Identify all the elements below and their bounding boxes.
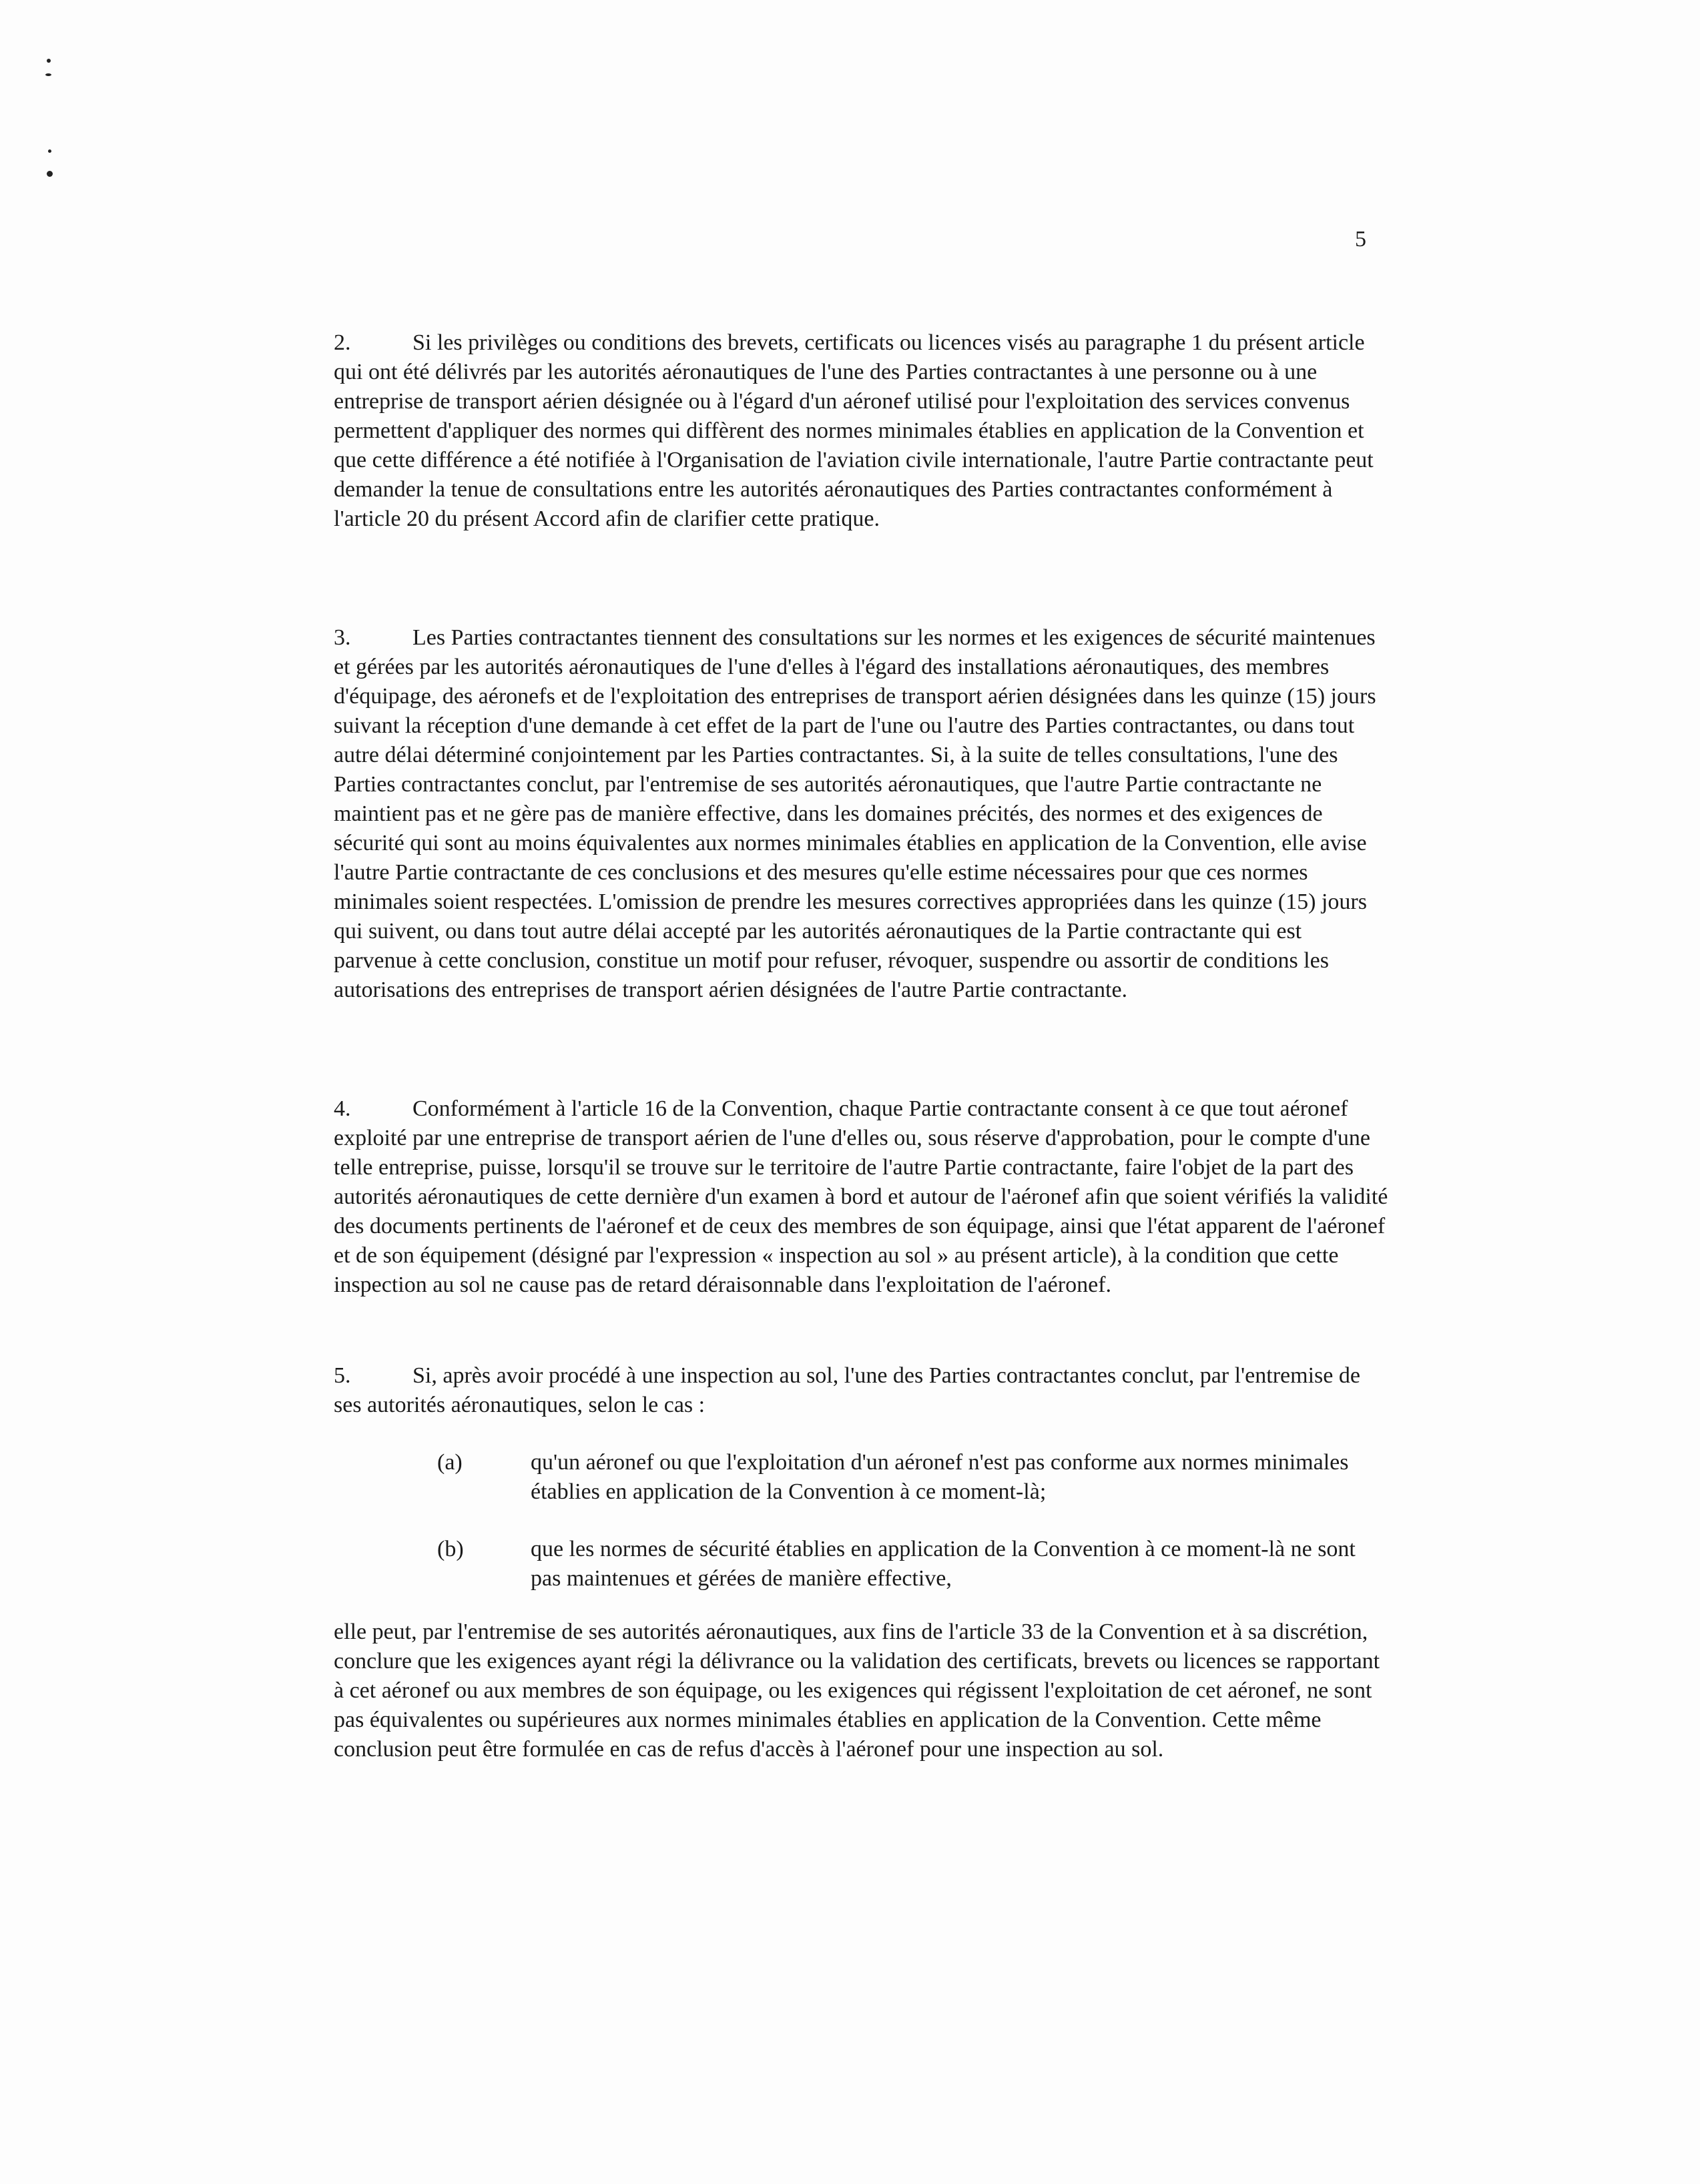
list-item-label: (b)	[437, 1537, 464, 1561]
list-item-text: qu'un aéronef ou que l'exploitation d'un aéronef n'est pas conforme aux normes minimales établies en application de la Convention à ce moment-là;	[531, 1450, 1349, 1504]
paragraph-text: Si, après avoir procédé à une inspection au sol, l'une des Parties contractantes conclut, par l'entremise de ses autorités aéronautiques, selon le cas :	[334, 1363, 1360, 1417]
page-number: 5	[1355, 227, 1366, 252]
paragraph-text: elle peut, par l'entremise de ses autorités aéronautiques, aux fins de l'article 33 de la Convention et à sa discrétion, conclure que les exigences ayant régi la délivrance ou la validation des certificats, brevets ou licences se rapportant à cet aéronef ou aux membres de son équipage, ou les exigences qui régissent l'exploitation de cet aéronef, ne sont pas équivalentes ou supérieures aux normes minimales établies en application de la Convention. Cette même conclusion peut être formulée en cas de refus d'accès à l'aéronef pour une inspection au sol.	[334, 1619, 1380, 1762]
paragraph-number: 3.	[334, 625, 351, 650]
paragraph-text: Conformément à l'article 16 de la Convention, chaque Partie contractante consent à ce que tout aéronef exploité par une entreprise de transport aérien de l'une d'elles ou, sous réserve d'approbation, pour le compte d'une telle entreprise, puisse, lorsqu'il se trouve sur le territoire de l'autre Partie contractante, faire l'objet de la part des autorités aéronautiques de cette dernière d'un examen à bord et autour de l'aéronef afin que soient vérifiés la validité des documents pertinents de l'aéronef et de ceux des membres de son équipage, ainsi que l'état apparent de l'aéronef et de son équipement (désigné par l'expression « inspection au sol » au présent article), à la condition que cette inspection au sol ne cause pas de retard déraisonnable dans l'exploitation de l'aéronef.	[334, 1096, 1388, 1297]
list-item-text: que les normes de sécurité établies en application de la Convention à ce moment-là ne sont pas maintenues et gérées de manière effective,	[531, 1537, 1356, 1591]
paragraph-3	[334, 623, 1388, 1005]
paragraph-4	[334, 1094, 1388, 1300]
paragraph-text: Les Parties contractantes tiennent des consultations sur les normes et les exigences de sécurité maintenues et gérées par les autorités aéronautiques de l'une d'elles à l'égard des installations aéronautiques, des membres d'équipage, des aéronefs et de l'exploitation des entreprises de transport aérien désignées dans les quinze (15) jours suivant la réception d'une demande à cet effet de la part de l'une ou l'autre des Parties contractantes, ou dans tout autre délai déterminé conjointement par les Parties contractantes. Si, à la suite de telles consultations, l'une des Parties contractantes conclut, par l'entremise de ses autorités aéronautiques, que l'autre Partie contractante ne maintient pas et ne gère pas de manière effective, dans les domaines précités, des normes et des exigences de sécurité qui sont au moins équivalentes aux normes minimales établies en application de la Convention, elle avise l'autre Partie contractante de ces conclusions et des mesures qu'elle estime nécessaires pour que ces normes minimales soient respectées. L'omission de prendre les mesures correctives appropriées dans les quinze (15) jours qui suivent, ou dans tout autre délai accepté par les autorités aéronautiques de la Partie contractante qui est parvenue à cette conclusion, constitue un motif pour refuser, révoquer, suspendre ou assortir de conditions les autorisations des entreprises de transport aérien désignées de l'autre Partie contractante.	[334, 625, 1376, 1002]
scan-mark	[45, 73, 51, 76]
paragraph-5	[334, 1361, 1388, 1420]
paragraph-2	[334, 328, 1388, 534]
scan-mark	[47, 171, 53, 177]
paragraph-number: 2.	[334, 330, 351, 355]
paragraph-number: 5.	[334, 1363, 351, 1388]
paragraph-5-closing	[334, 1617, 1388, 1764]
paragraph-text: Si les privilèges ou conditions des brevets, certificats ou licences visés au paragraphe 1 du présent article qui ont été délivrés par les autorités aéronautiques de l'une des Parties contractantes à une personne ou à une entreprise de transport aérien désignée ou à l'égard d'un aéronef utilisé pour l'exploitation des services convenus permettent d'appliquer des normes qui diffèrent des normes minimales établies en application de la Convention et que cette différence a été notifiée à l'Organisation de l'aviation civile internationale, l'autre Partie contractante peut demander la tenue de consultations entre les autorités aéronautiques des Parties contractantes conformément à l'article 20 du présent Accord afin de clarifier cette pratique.	[334, 330, 1374, 531]
paragraph-number: 4.	[334, 1096, 351, 1121]
scan-mark	[47, 59, 51, 63]
scan-mark	[48, 149, 51, 153]
list-item-label: (a)	[437, 1450, 463, 1475]
